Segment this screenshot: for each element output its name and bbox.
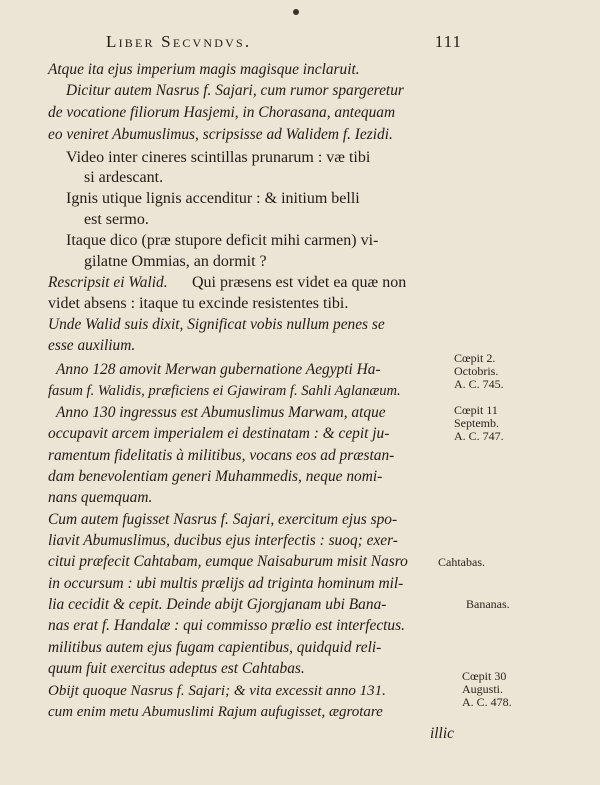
text-line: militibus autem ejus fugam capientibus, quidquid reli- <box>48 639 382 656</box>
margin-note: Bananas. <box>466 597 510 611</box>
text-line: ramentum fidelitatis à militibus, vocans eos ad præstan- <box>48 447 395 464</box>
top-ink-dot <box>293 9 299 15</box>
text-line: lia cecidit & cepit. Deinde abijt Gjorgjanam ubi Bana- <box>48 596 387 613</box>
text-line: cum enim metu Abumuslimi Rajum aufugisset, ægrotare <box>48 704 383 720</box>
text-line: Itaque dico (præ stupore deficit mihi carmen) vi- <box>66 232 379 249</box>
text-line: Video inter cineres scintillas prunarum : væ tibi <box>66 149 371 166</box>
text-line: Qui præsens est videt ea quæ non <box>192 274 407 291</box>
text-line: nas erat f. Handalæ : qui commisso prælio est interfectus. <box>48 617 405 634</box>
text-line: de vocatione filiorum Hasjemi, in Chorasana, antequam <box>48 104 396 121</box>
page-header <box>60 30 520 52</box>
catchword: illic <box>430 725 454 742</box>
text-line: si ardescant. <box>84 169 164 186</box>
text-line: Obijt quoque Nasrus f. Sajari; & vita excessit anno 131. <box>48 683 386 699</box>
text-line: gilatne Ommias, an dormit ? <box>84 253 267 270</box>
text-line: eo veniret Abumuslimus, scripsisse ad Walidem f. Iezidi. <box>48 126 393 143</box>
text-line: esse auxilium. <box>48 337 136 354</box>
text-line: fasum f. Walidis, præficiens ei Gjawiram f. Sahli Aglanæum. <box>48 383 401 399</box>
text-line: Unde Walid suis dixit, Significat vobis nullum penes se <box>48 316 385 333</box>
margin-note: Cœpit 2. Octobris. A. C. 745. <box>454 351 504 391</box>
text-line: Cum autem fugisset Nasrus f. Sajari, exercitum ejus spo- <box>48 511 398 528</box>
margin-note: Cahtabas. <box>438 555 485 569</box>
text-line: Ignis utique lignis accenditur : & initium belli <box>66 190 360 207</box>
text-line: occupavit arcem imperialem ei destinatam : & cepit ju- <box>48 425 390 442</box>
text-line: in occursum : ubi multis prælijs ad triginta hominum mil- <box>48 575 404 592</box>
text-line: Dicitur autem Nasrus f. Sajari, cum rumor spargeretur <box>66 82 404 99</box>
text-line: Anno 128 amovit Merwan gubernatione Aegypti Ha- <box>56 361 381 378</box>
text-line: nans quemquam. <box>48 489 153 506</box>
text-line: liavit Abumuslimus, ducibus ejus interfectis : suoq; exer- <box>48 532 398 549</box>
text-line: Anno 130 ingressus est Abumuslimus Marwam, atque <box>56 404 386 421</box>
text-line: quum fuit exercitus adeptus est Cahtabas. <box>48 660 305 677</box>
text-line: videt absens : itaque tu excinde resistentes tibi. <box>48 295 349 312</box>
text-line: Atque ita ejus imperium magis magisque inclaruit. <box>48 61 360 78</box>
text-line: dam benevolentiam generi Muhammedis, neque nomi- <box>48 468 383 485</box>
text-line: citui præfecit Cahtabam, eumque Naisaburum misit Nasro <box>48 553 408 570</box>
margin-note: Cœpit 11 Septemb. A. C. 747. <box>454 403 504 443</box>
text-line: Rescripsit ei Walid. <box>48 274 168 291</box>
folio-number: 111 <box>434 32 462 51</box>
text-line: est sermo. <box>84 211 149 228</box>
running-head: Liber Secvndvs. <box>106 32 252 51</box>
margin-note: Cœpit 30 Augusti. A. C. 478. <box>462 669 512 709</box>
